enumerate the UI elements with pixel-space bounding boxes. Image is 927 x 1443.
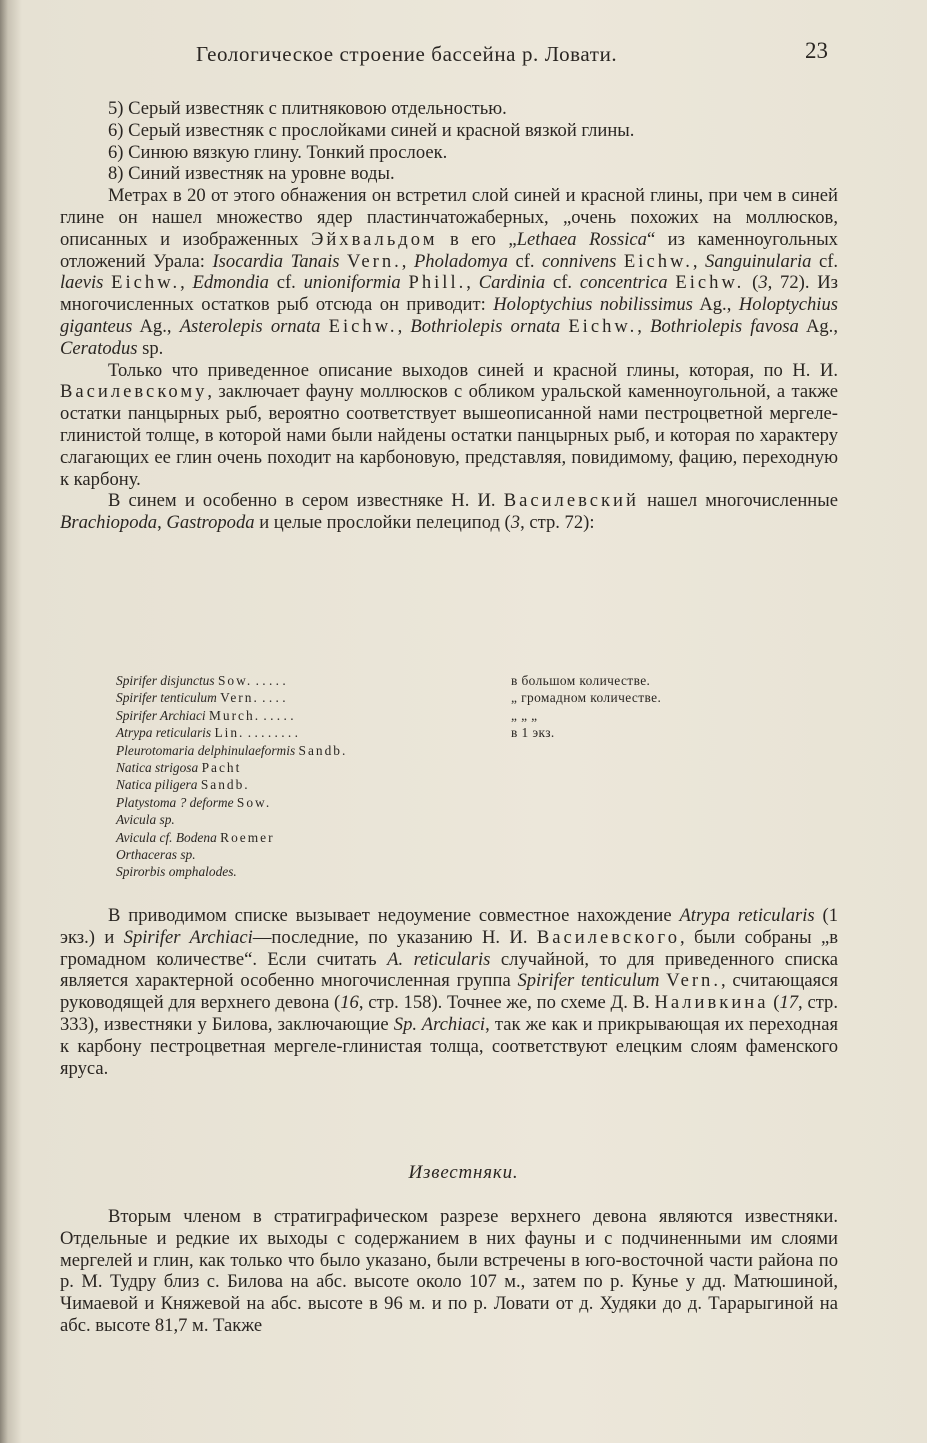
text-run: cf.: [811, 250, 839, 272]
text-run: В синем и особенно в сером известняке Н. И.: [108, 490, 504, 512]
text-run: cf.: [507, 250, 543, 272]
species-row: [116, 846, 756, 863]
text-run: ,: [692, 250, 706, 272]
text-run: ,: [466, 272, 479, 294]
text-run: Ag.,: [798, 315, 838, 337]
species-taxon: Avicula sp.: [116, 812, 175, 828]
leader-dots: . . . . .: [260, 707, 294, 723]
species-name: [116, 846, 196, 863]
italic-run: unioniformia: [303, 272, 401, 294]
text-run: [103, 272, 111, 293]
species-row: [116, 776, 756, 793]
body-text-block-3: [60, 1206, 838, 1337]
text-run: Eichw.: [328, 315, 398, 337]
italic-run: Holoptychius giganteus: [60, 294, 838, 337]
text-run: , стр. 333), известняки у Билова, заключающие: [60, 992, 838, 1035]
text-run: [340, 251, 348, 272]
text-run: Eichw.: [623, 250, 693, 272]
species-author: Vern.: [220, 690, 259, 706]
italic-run: Bothriolepis ornata: [410, 315, 561, 337]
text-run: 6) Синюю вязкую глину. Тонкий прослоек.: [108, 141, 448, 163]
text-run: (: [744, 272, 759, 294]
text-run: 6) Серый известняк с прослойками синей и красной вязкой глины.: [108, 119, 635, 141]
text-run: (: [768, 992, 780, 1014]
species-note: „ „ „: [511, 707, 538, 723]
italic-run: Brachiopoda: [60, 512, 158, 534]
species-note: в большом количестве.: [511, 673, 651, 688]
text-run: Eichw.: [675, 272, 745, 294]
species-taxon: Pleurotomaria delphinulaeformis: [116, 742, 296, 758]
paragraph: [60, 98, 838, 120]
species-taxon: Atrypa reticularis: [116, 725, 212, 741]
species-taxon: Spirifer disjunctus: [116, 673, 215, 688]
text-run: , стр. 72):: [520, 512, 595, 534]
text-run: 5) Серый известняк с плитняковою отдельностью.: [108, 98, 507, 119]
species-name: [116, 707, 294, 724]
italic-run: Gastropoda: [166, 512, 255, 534]
page-number: 23: [805, 38, 828, 63]
italic-run: connivens: [542, 250, 617, 272]
species-taxon: Spirifer Archiaci: [116, 707, 206, 723]
italic-run: Holoptychius nobilissimus: [493, 294, 693, 316]
species-author: Lin.: [214, 725, 245, 741]
italic-run: Lethaea Rossica: [516, 228, 647, 250]
text-run: [616, 251, 624, 272]
italic-run: Ceratodus: [60, 337, 138, 359]
text-run: Eichw.: [111, 272, 181, 294]
text-run: нашел многочисленные: [638, 490, 838, 512]
text-run: Эйхвальдом: [311, 228, 438, 250]
species-name: [116, 863, 237, 880]
species-row: [116, 689, 756, 706]
species-row: [116, 829, 756, 846]
species-author: Pacht: [201, 759, 242, 775]
text-run: , 72). Из многочисленных остатков рыб отсюда он приводит:: [60, 272, 839, 316]
page-header: [196, 38, 836, 72]
species-taxon: Natica piligera: [116, 777, 198, 793]
text-run: , были собраны „в громадном количестве“. Если считать: [60, 926, 838, 970]
text-run: в его „: [437, 228, 517, 250]
text-run: ,: [401, 250, 414, 272]
text-run: , заключает фауну моллюсков с обликом уральской каменноугольной, а также остатки панцырных рыб, вероятно соответствует вышеописанной нами пестроцветной мергеле-глинистой толще, в которой нами были найдены остатки панцырных рыб, и которая по характеру слагающих ее глин очень походит на карбоновую, представляя, повидимому, фацию, переходную к карбону.: [60, 381, 838, 490]
species-taxon: Platystoma ? deforme: [116, 794, 234, 810]
text-run: Вторым членом в стратиграфическом разрезе верхнего девона являются известняки. Отдельные и редкие их выходы с содержанием в них фауны и с подчиненными им слоями мергелей и глин, как только что было указано, были встречены в юго-восточной части района по р. М. Тудру близ с. Билова на абс. высоте около 107 м., затем по р. Кунье у дд. Матюшиной, Чимаевой и Княжевой на абс. высоте в 96 м. и по р. Ловати от д. Худяки до д. Тарарыгиной на абс. высоте 81,7 м. Также: [60, 1206, 838, 1336]
species-taxon: Avicula cf. Bodena: [116, 829, 217, 845]
species-name: [116, 689, 286, 706]
italic-run: 3: [510, 512, 521, 534]
body-text-block-2: [60, 905, 838, 1079]
text-run: Ag.,: [132, 315, 180, 337]
paragraph: [60, 185, 838, 359]
species-row: [116, 811, 756, 828]
species-author: Sandb.: [200, 777, 250, 793]
species-row: [116, 724, 756, 741]
species-taxon: Orthaceras sp.: [116, 846, 196, 862]
species-name: [116, 759, 241, 776]
text-run: —последние, по указанию Н. И.: [252, 926, 537, 948]
text-run: sp.: [137, 337, 164, 359]
text-run: Василевского: [536, 926, 681, 948]
text-run: “ из каменноугольных отложений Урала:: [60, 228, 838, 272]
text-run: ,: [637, 315, 651, 337]
italic-run: Sp. Archiaci: [393, 1013, 486, 1035]
text-run: [401, 272, 409, 293]
italic-run: 16: [340, 992, 359, 1014]
species-name: [116, 776, 250, 793]
text-run: Eichw.: [568, 315, 638, 337]
species-author: Roemer: [220, 829, 275, 845]
paragraph: [60, 905, 838, 1079]
text-run: ,: [397, 315, 411, 337]
body-text-block-1: [60, 98, 838, 534]
text-run: ,: [180, 272, 193, 294]
paragraph: [60, 490, 838, 534]
species-taxon: Spirifer tenticulum: [116, 690, 217, 706]
text-run: (1 экз.) и: [60, 905, 838, 948]
italic-run: Cardinia: [478, 272, 546, 294]
species-author: Sow.: [236, 794, 272, 810]
paragraph: [60, 360, 838, 491]
section-title: Известняки.: [408, 1162, 519, 1183]
species-note: в 1 экз.: [511, 725, 555, 741]
italic-run: laevis: [60, 272, 104, 294]
italic-run: Edmondia: [192, 272, 269, 294]
species-author: Murch.: [209, 707, 261, 723]
text-run: Василевский: [503, 490, 639, 512]
species-row: [116, 794, 756, 811]
text-run: Наливкина: [654, 992, 769, 1014]
text-run: Ag.,: [692, 294, 739, 316]
species-name: [116, 672, 286, 689]
species-list: [116, 672, 756, 881]
text-run: , стр. 158). Точнее же, по схеме Д. В.: [358, 992, 655, 1014]
text-run: cf.: [545, 272, 580, 294]
italic-run: concentrica: [579, 272, 668, 294]
text-run: Vern.: [666, 970, 721, 992]
text-run: , так же как и прикрывающая их переходная к карбону пестроцветная мергеле-глинистая толща, соответствуют елецким слоям фаменского яруса.: [60, 1013, 839, 1079]
species-name: [116, 742, 347, 759]
italic-run: 17: [779, 992, 799, 1014]
species-name: [116, 724, 298, 741]
italic-run: A. reticularis: [387, 948, 491, 970]
species-taxon: Natica strigosa: [116, 759, 199, 775]
text-run: , считающаяся руководящей для верхнего девона (: [60, 970, 838, 1014]
species-taxon: Spirorbis omphalodes.: [116, 864, 237, 880]
italic-run: Sanguinularia: [705, 250, 812, 272]
leader-dots: . . . . . . . .: [244, 725, 298, 741]
leader-dots: . . . . .: [252, 673, 286, 688]
leader-dots: . . . .: [258, 690, 286, 706]
species-name: [116, 794, 271, 811]
italic-run: Asterolepis ornata: [179, 315, 321, 337]
text-run: случайной, то для приведенного списка является характерной особенно многочисленная группа: [60, 948, 838, 992]
text-run: cf.: [268, 272, 304, 294]
species-author: Sow.: [217, 673, 253, 688]
italic-run: Spirifer Archiaci: [123, 926, 253, 948]
text-run: и целые прослойки пелеципод (: [254, 512, 511, 534]
text-run: [320, 316, 328, 337]
italic-run: Bothriolepis favosa: [650, 315, 799, 337]
species-row: [116, 672, 756, 689]
text-run: В приводимом списке вызывает недоумение совместное нахождение: [108, 905, 680, 926]
running-title: Геологическое строение бассейна р. Ловати.: [196, 42, 618, 66]
species-author: Sandb.: [298, 742, 348, 758]
species-name: [116, 829, 275, 846]
species-name: [116, 811, 175, 828]
species-row: [116, 707, 756, 724]
paragraph: [60, 163, 838, 185]
species-row: [116, 759, 756, 776]
text-run: ,: [157, 512, 167, 534]
paragraph: [60, 1206, 838, 1337]
text-run: 8) Синий известняк на уровне воды.: [108, 163, 395, 185]
species-row: [116, 742, 756, 759]
italic-run: Atrypa reticularis: [679, 905, 815, 926]
text-run: Phill.: [408, 272, 467, 294]
species-note: „ громадном количестве.: [511, 690, 662, 706]
italic-run: 3: [758, 272, 768, 294]
italic-run: Isocardia Tanais: [212, 250, 340, 272]
italic-run: Spirifer tenticulum: [517, 970, 660, 992]
paragraph: [60, 142, 838, 164]
text-run: Vern.: [347, 250, 402, 272]
italic-run: Pholadomya: [413, 250, 508, 272]
text-run: Метрах в 20 от этого обнажения он встретил слой синей и красной глины, при чем в синей глине он нашел множество ядер пластинчатожаберных, „очень похожих на моллюсков, описанных и изображенных: [60, 185, 838, 250]
text-run: Василевскому: [60, 381, 208, 403]
paragraph: [60, 120, 838, 142]
species-row: [116, 863, 756, 880]
text-run: Только что приведенное описание выходов синей и красной глины, которая, по Н. И.: [108, 359, 838, 381]
